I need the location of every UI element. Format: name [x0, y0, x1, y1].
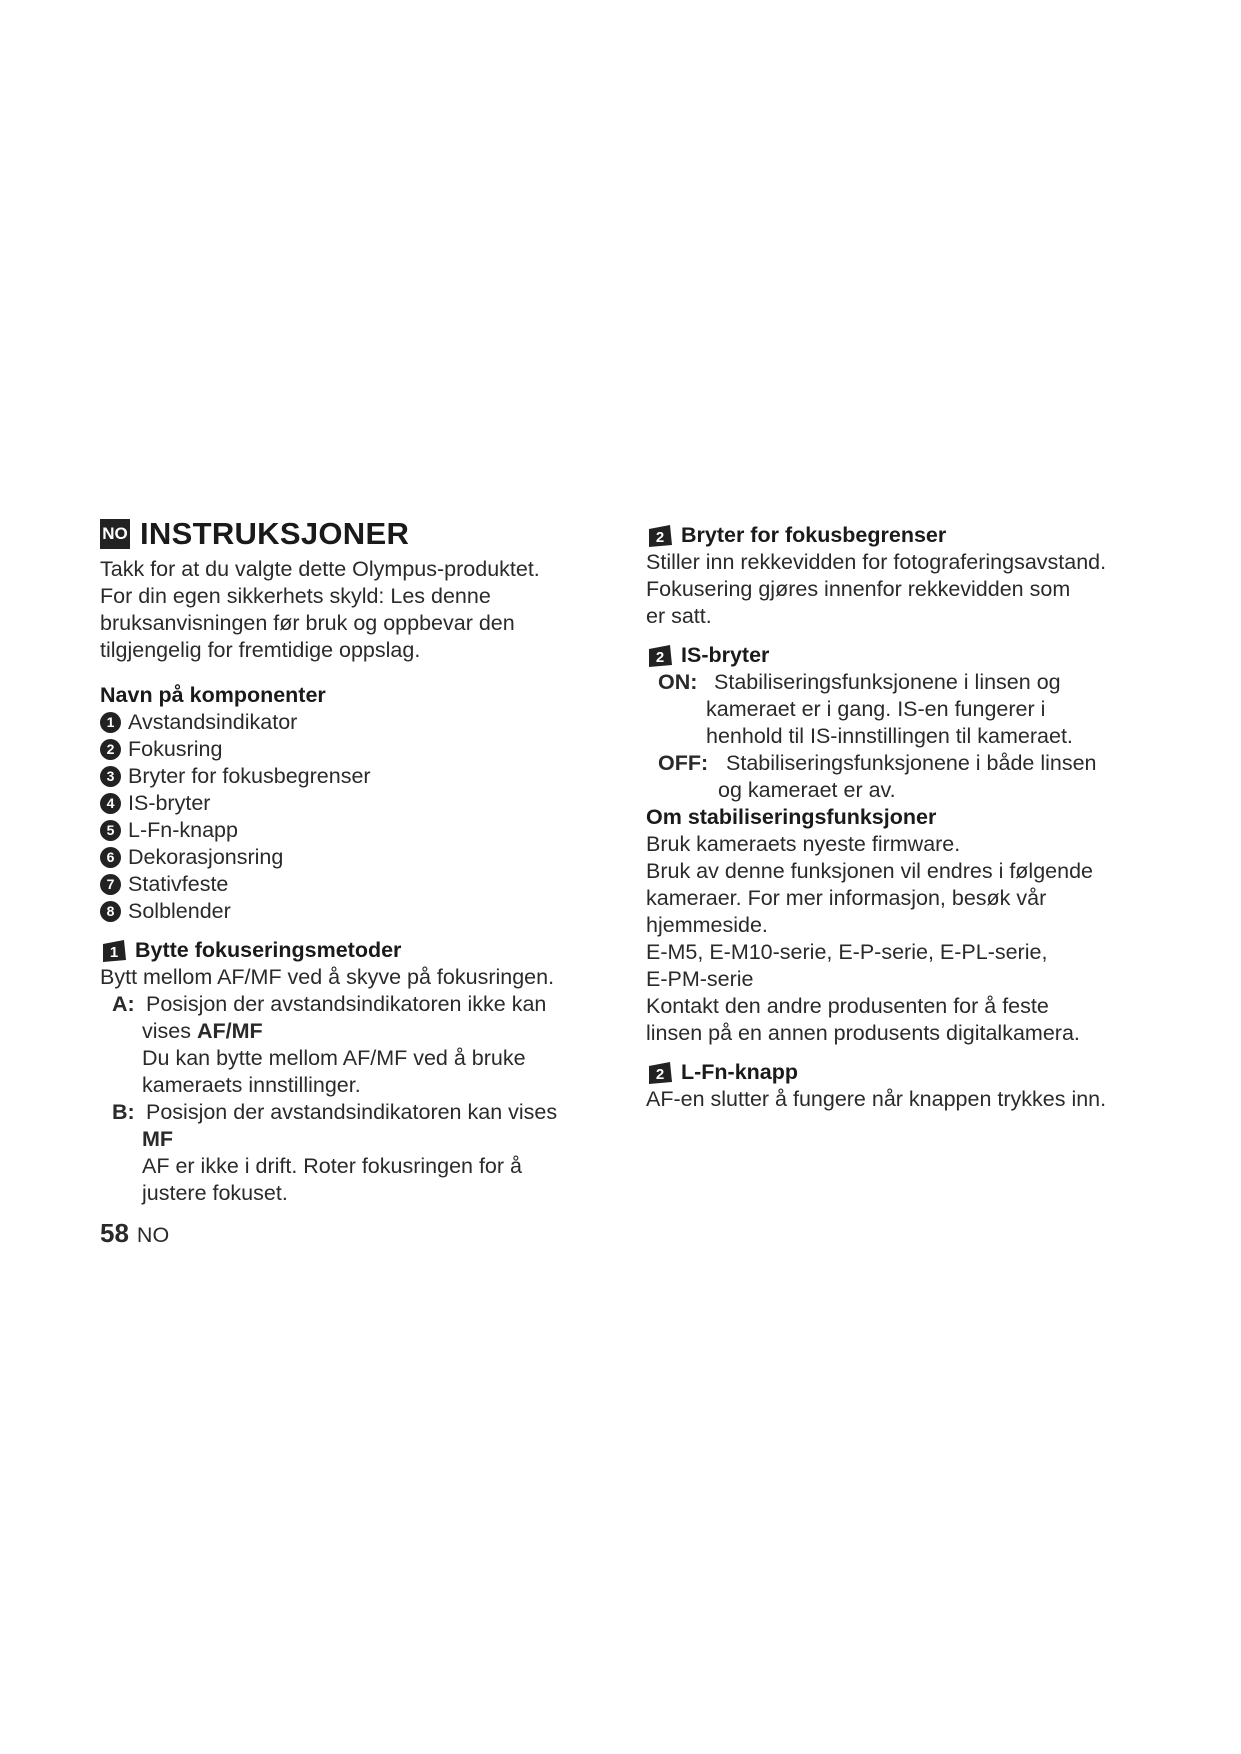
list-item: 8 Solblender	[100, 898, 600, 925]
left-column	[100, 516, 600, 1207]
page-title-row	[100, 516, 600, 552]
about-line: Bruk kameraets nyeste firmware.	[646, 832, 961, 856]
is-on-detail: kameraet er i gang. IS-en fungerer i henhold til IS-innstillingen til kameraet.	[706, 697, 1073, 748]
right-column	[646, 522, 1166, 1113]
about-line: E-PM-serie	[646, 967, 754, 991]
page-title: INSTRUKSJONER	[140, 516, 410, 551]
about-line: Bruk av denne funksjonen vil endres i følgende	[646, 859, 1093, 883]
step-2-icon	[646, 643, 674, 669]
svg-text:1: 1	[109, 943, 119, 961]
list-item: 7 Stativfeste	[100, 871, 600, 898]
step-2-icon	[646, 1060, 674, 1086]
section-focus-method-heading: 1 Bytte fokuseringsmetoder	[100, 937, 600, 964]
about-line: linsen på en annen produsents digitalkamera.	[646, 1021, 1080, 1045]
svg-text:2: 2	[655, 528, 665, 546]
option-a-detail: vises AF/MF Du kan bytte mellom AF/MF ved å bruke kameraets innstillinger.	[142, 1019, 526, 1097]
section-lfn-heading: 2 L-Fn-knapp	[646, 1059, 1166, 1086]
list-item: 5 L-Fn-knapp	[100, 817, 600, 844]
svg-text:2: 2	[655, 1065, 665, 1083]
stabilization-about-heading: Om stabiliseringsfunksjoner	[646, 805, 937, 829]
page-footer	[100, 1218, 169, 1249]
focus-limiter-line-3: er satt.	[646, 604, 712, 628]
about-line: Kontakt den andre produsenten for å feste	[646, 994, 1049, 1018]
number-1-icon: 1	[100, 712, 121, 733]
number-7-icon: 7	[100, 874, 121, 895]
number-2-icon: 2	[100, 739, 121, 760]
about-line: hjemmeside.	[646, 913, 768, 937]
page-number: 58	[100, 1218, 129, 1248]
number-5-icon: 5	[100, 820, 121, 841]
is-off-detail: og kameraet er av.	[718, 778, 896, 802]
list-item: 3 Bryter for fokusbegrenser	[100, 763, 600, 790]
is-on-option: ON: Stabiliseringsfunksjonene i linsen og	[658, 670, 1061, 694]
option-a: A: Posisjon der avstandsindikatoren ikke kan	[112, 992, 547, 1016]
lfn-body: AF-en slutter å fungere når knappen trykkes inn.	[646, 1087, 1107, 1111]
section-focus-limiter-heading: 2 Bryter for fokusbegrenser	[646, 522, 1166, 549]
number-3-icon: 3	[100, 766, 121, 787]
about-line: kameraer. For mer informasjon, besøk vår	[646, 886, 1047, 910]
section-focus-method-body: Bytt mellom AF/MF ved å skyve på fokusringen.	[100, 965, 555, 989]
list-item: 6 Dekorasjonsring	[100, 844, 600, 871]
intro-line-3: bruksanvisningen før bruk og oppbevar den	[100, 611, 515, 635]
about-line: E-M5, E-M10-serie, E-P-serie, E-PL-serie,	[646, 940, 1048, 964]
number-8-icon: 8	[100, 901, 121, 922]
number-4-icon: 4	[100, 793, 121, 814]
is-off-option: OFF: Stabiliseringsfunksjonene i både linsen	[658, 751, 1097, 775]
list-item: 1 Avstandsindikator	[100, 709, 600, 736]
intro-line-1: Takk for at du valgte dette Olympus-produktet.	[100, 557, 540, 581]
focus-limiter-line-2: Fokusering gjøres innenfor rekkevidden som	[646, 577, 1071, 601]
components-list	[100, 709, 600, 925]
option-b-detail: MF AF er ikke i drift. Roter fokusringen for å justere fokuset.	[142, 1127, 522, 1205]
intro-line-2: For din egen sikkerhets skyld: Les denne	[100, 584, 491, 608]
components-heading: Navn på komponenter	[100, 683, 326, 707]
svg-text:2: 2	[655, 648, 665, 666]
intro-line-4: tilgjengelig for fremtidige oppslag.	[100, 638, 421, 662]
option-b: B: Posisjon der avstandsindikatoren kan vises	[112, 1100, 558, 1124]
language-badge: NO	[100, 519, 130, 549]
step-1-icon	[100, 938, 128, 964]
focus-limiter-line-1: Stiller inn rekkevidden for fotograferingsavstand.	[646, 550, 1107, 574]
page-language: NO	[136, 1223, 170, 1247]
list-item: 4 IS-bryter	[100, 790, 600, 817]
section-is-switch-heading: 2 IS-bryter	[646, 642, 1166, 669]
list-item: 2 Fokusring	[100, 736, 600, 763]
number-6-icon: 6	[100, 847, 121, 868]
step-2-icon	[646, 523, 674, 549]
